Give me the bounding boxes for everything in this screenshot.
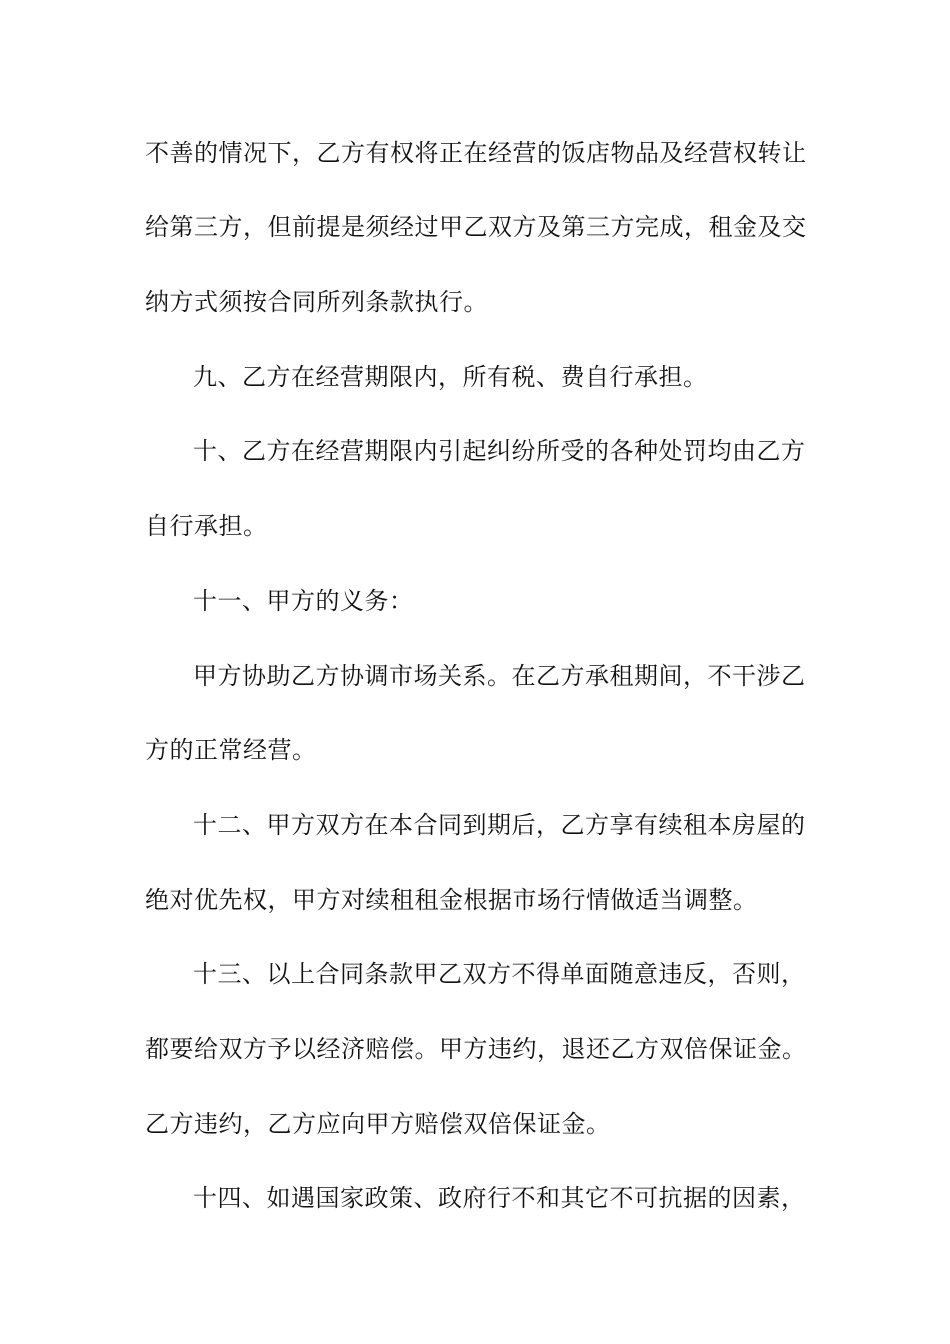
text-line: 给第三方，但前提是须经过甲乙双方及第三方完成，租金及交 <box>145 213 807 241</box>
text-line: 都要给双方予以经济赔偿。甲方违约，退还乙方双倍保证金。 <box>145 1035 807 1063</box>
clause-10: 十、乙方在经营期限内引起纠纷所受的各种处罚均由乙方 <box>193 437 806 465</box>
text-line: 纳方式须按合同所列条款执行。 <box>145 288 488 316</box>
text-line: 自行承担。 <box>145 512 268 540</box>
clause-14: 十四、如遇国家政策、政府行不和其它不可抗据的因素， <box>193 1184 806 1212</box>
clause-11-heading: 十一、甲方的义务： <box>193 587 414 615</box>
clause-12: 十二、甲方双方在本合同到期后，乙方享有续租本房屋的 <box>193 811 806 839</box>
text-line: 乙方违约，乙方应向甲方赔偿双倍保证金。 <box>145 1110 611 1138</box>
text-line: 方的正常经营。 <box>145 736 317 764</box>
text-line: 不善的情况下，乙方有权将正在经营的饭店物品及经营权转让 <box>145 139 807 167</box>
text-line: 绝对优先权，甲方对续租租金根据市场行情做适当调整。 <box>145 886 758 914</box>
clause-9: 九、乙方在经营期限内，所有税、费自行承担。 <box>193 363 708 391</box>
clause-13: 十三、以上合同条款甲乙双方不得单面随意违反，否则， <box>193 960 806 988</box>
text-line: 甲方协助乙方协调市场关系。在乙方承租期间，不干涉乙 <box>193 662 806 690</box>
